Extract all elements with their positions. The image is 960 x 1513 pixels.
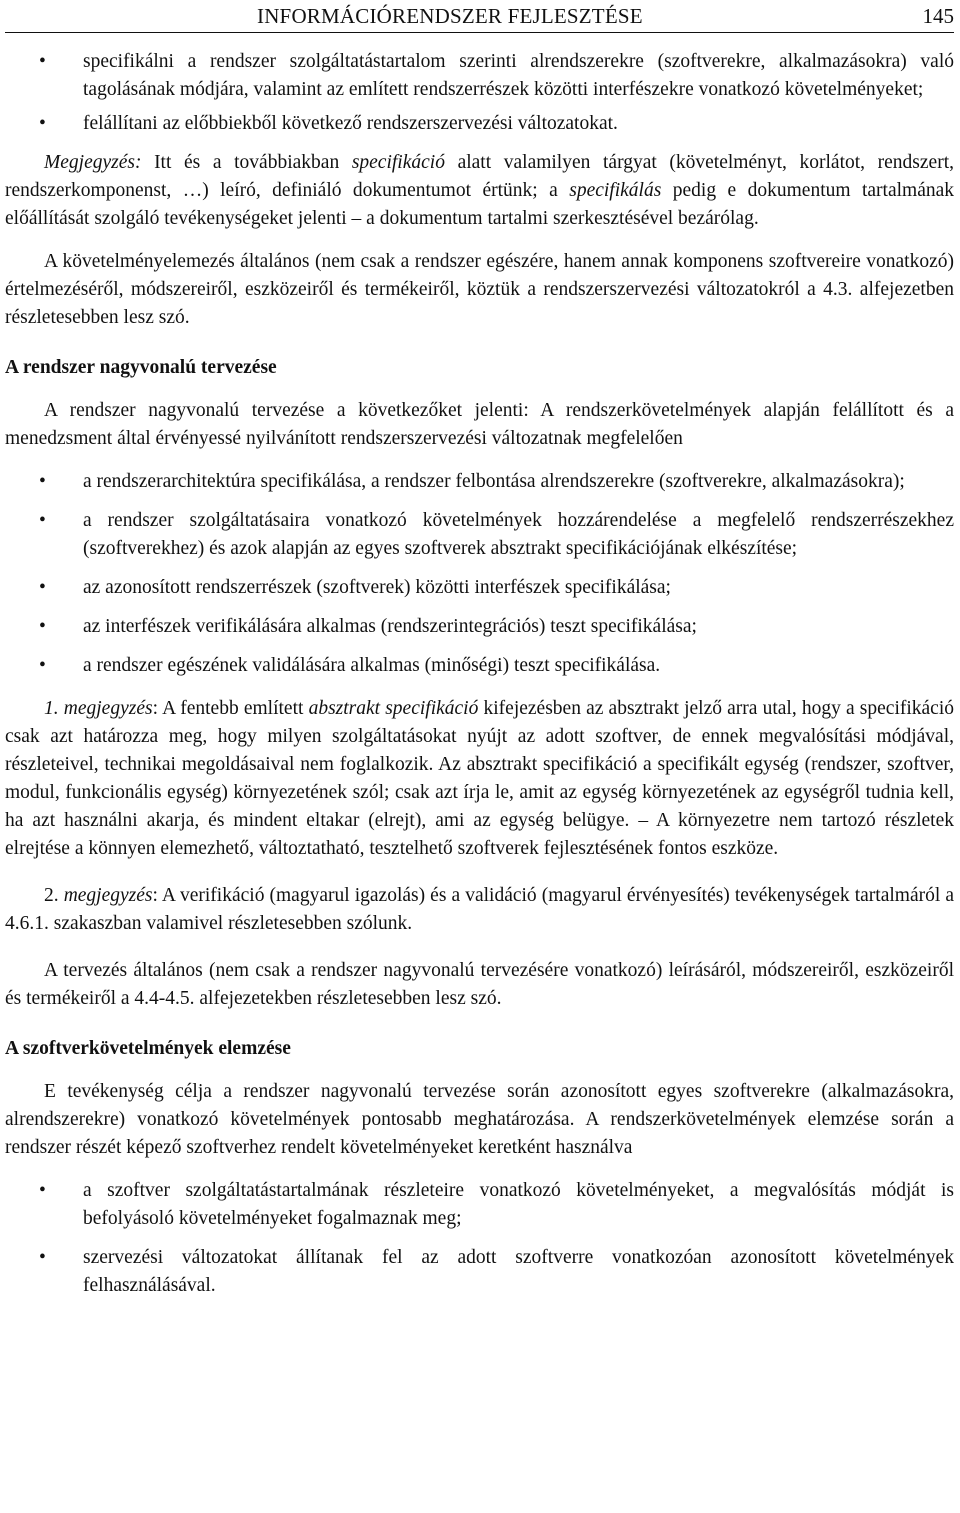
bullet-icon: •	[39, 1180, 46, 1201]
emphasis-term: specifikáció	[351, 152, 445, 173]
list-item: • specifikálni a rendszer szolgáltatástartalom szerinti alrendszerekre (szoftverekre, alkalmazásokra) való tagolásának módjára, valamint az említett rendszerrészek közötti interfészekre vonatkozó követelményeket;	[5, 48, 954, 104]
note-label: megjegyzés	[58, 698, 153, 719]
emphasis-term: absztrakt specifikáció	[308, 698, 479, 719]
note-definition: Megjegyzés: Itt és a továbbiakban specifikáció alatt valamilyen tárgyat (követelményt, korlátot, rendszert, rendszerkomponenst, …) leíró, definiáló dokumentumot értünk; a specifikálás pedig e dokumentum tartalmának előállítását szolgáló tevékenységeket jelenti – a dokumentum tartalmi szerkesztésével bezárólag.	[5, 152, 955, 229]
section-heading-software-requirements: A szoftverkövetelmények elemzése	[5, 1038, 291, 1059]
running-header	[5, 2, 954, 33]
list-item: • az interfészek verifikálására alkalmas (rendszerintegrációs) teszt specifikálása;	[5, 613, 954, 641]
bullet-icon: •	[39, 113, 46, 134]
paragraph-requirements-analysis: A követelményelemezés általános (nem csak a rendszer egészére, hanem annak komponens szoftvereire vonatkozó) értelmezéséről, módszereiről, eszközeiről és termékeiről, köztük a rendszerszervezési változatokról a 4.3. alfejezetben részletesebben lesz szó.	[5, 251, 954, 328]
software-requirements-bullet-list	[5, 1177, 954, 1300]
note-label: Megjegyzés:	[44, 152, 142, 173]
list-item: • a rendszer egészének validálására alkalmas (minőségi) teszt specifikálása.	[5, 652, 954, 680]
header-title: INFORMÁCIÓRENDSZER FEJLESZTÉSE	[257, 4, 643, 28]
intro-bullet-list	[5, 48, 954, 138]
page-number: 145	[922, 4, 954, 28]
bullet-icon: •	[39, 471, 46, 492]
bullet-icon: •	[39, 51, 46, 72]
emphasis-term: specifikálás	[569, 180, 662, 201]
list-item: • az azonosított rendszerrészek (szoftverek) közötti interfészek specifikálása;	[5, 574, 954, 602]
bullet-icon: •	[39, 1247, 46, 1268]
page-body	[5, 48, 954, 1300]
bullet-icon: •	[39, 577, 46, 598]
paragraph-software-requirements-intro: E tevékenység célja a rendszer nagyvonalú tervezése során azonosított egyes szoftverekre (alkalmazásokra, alrendszerekre) vonatkozó követelmények pontosabb meghatározása. A rendszerkövetelmények elemzése során a rendszer részét képező szoftverhez rendelt követelményeket keretként használva	[5, 1081, 954, 1158]
bullet-icon: •	[39, 655, 46, 676]
note-1: 1. megjegyzés: A fentebb említett absztrakt specifikáció kifejezésben az absztrakt jelző arra utal, hogy a specifikáció csak azt határozza meg, hogy milyen szolgáltatásokat nyújt az adott szoftver, de ennek megvalósítási módjával, részleteivel, technikai megoldásaival nem foglalkozik. Az absztrakt specifikáció a specifikált egység (rendszer, szoftver, modul, funkcionális egység) környezetének szól; csak azt írja le, amit az egység környezetének az egységről tudnia kell, ha azt használni akarja, és mindent eltakar (elrejt), ami az egység belügye. – A környezetre nem tartozó részletek elrejtése a könnyen elemezhető, változtatható, tesztelhető szoftverek fejlesztésének fontos eszköze.	[5, 698, 954, 859]
list-item: • a rendszer szolgáltatásaira vonatkozó követelmények hozzárendelése a megfelelő rendszerrészekhez (szoftverekhez) és azok alapján az egyes szoftverek absztrakt specifikációjának elkészítése;	[5, 507, 954, 563]
section-heading-system-design: A rendszer nagyvonalú tervezése	[5, 357, 277, 378]
system-design-bullet-list	[5, 468, 954, 680]
note-2: 2. megjegyzés: A verifikáció (magyarul igazolás) és a validáció (magyarul érvényesítés) tevékenységek tartalmáról a 4.6.1. szakaszban valamivel részletesebben szólunk.	[5, 885, 954, 934]
list-item: • a szoftver szolgáltatástartalmának részleteire vonatkozó követelményeket, a megvalósítás módját is befolyásoló követelményeket fogalmaznak meg;	[5, 1177, 954, 1233]
list-item: • szervezési változatokat állítanak fel az adott szoftverre vonatkozóan azonosított követelmények felhasználásával.	[5, 1244, 954, 1300]
paragraph-design-closing: A tervezés általános (nem csak a rendszer nagyvonalú tervezésére vonatkozó) leírásáról, módszereiről, eszközeiről és termékeiről a 4.4-4.5. alfejezetekben részletesebben lesz szó.	[5, 960, 954, 1009]
list-item: • felállítani az előbbiekből következő rendszerszervezési változatokat.	[5, 110, 954, 138]
list-item: • a rendszerarchitektúra specifikálása, a rendszer felbontása alrendszerekre (szoftverekre, alkalmazásokra);	[5, 468, 954, 496]
bullet-icon: •	[39, 510, 46, 531]
note-label: megjegyzés	[58, 885, 153, 906]
bullet-icon: •	[39, 616, 46, 637]
paragraph-system-design-intro: A rendszer nagyvonalú tervezése a következőket jelenti: A rendszerkövetelmények alapján felállított és a menedzsment által érvényessé nyilvánított rendszerszervezési változatnak megfelelően	[5, 400, 954, 449]
